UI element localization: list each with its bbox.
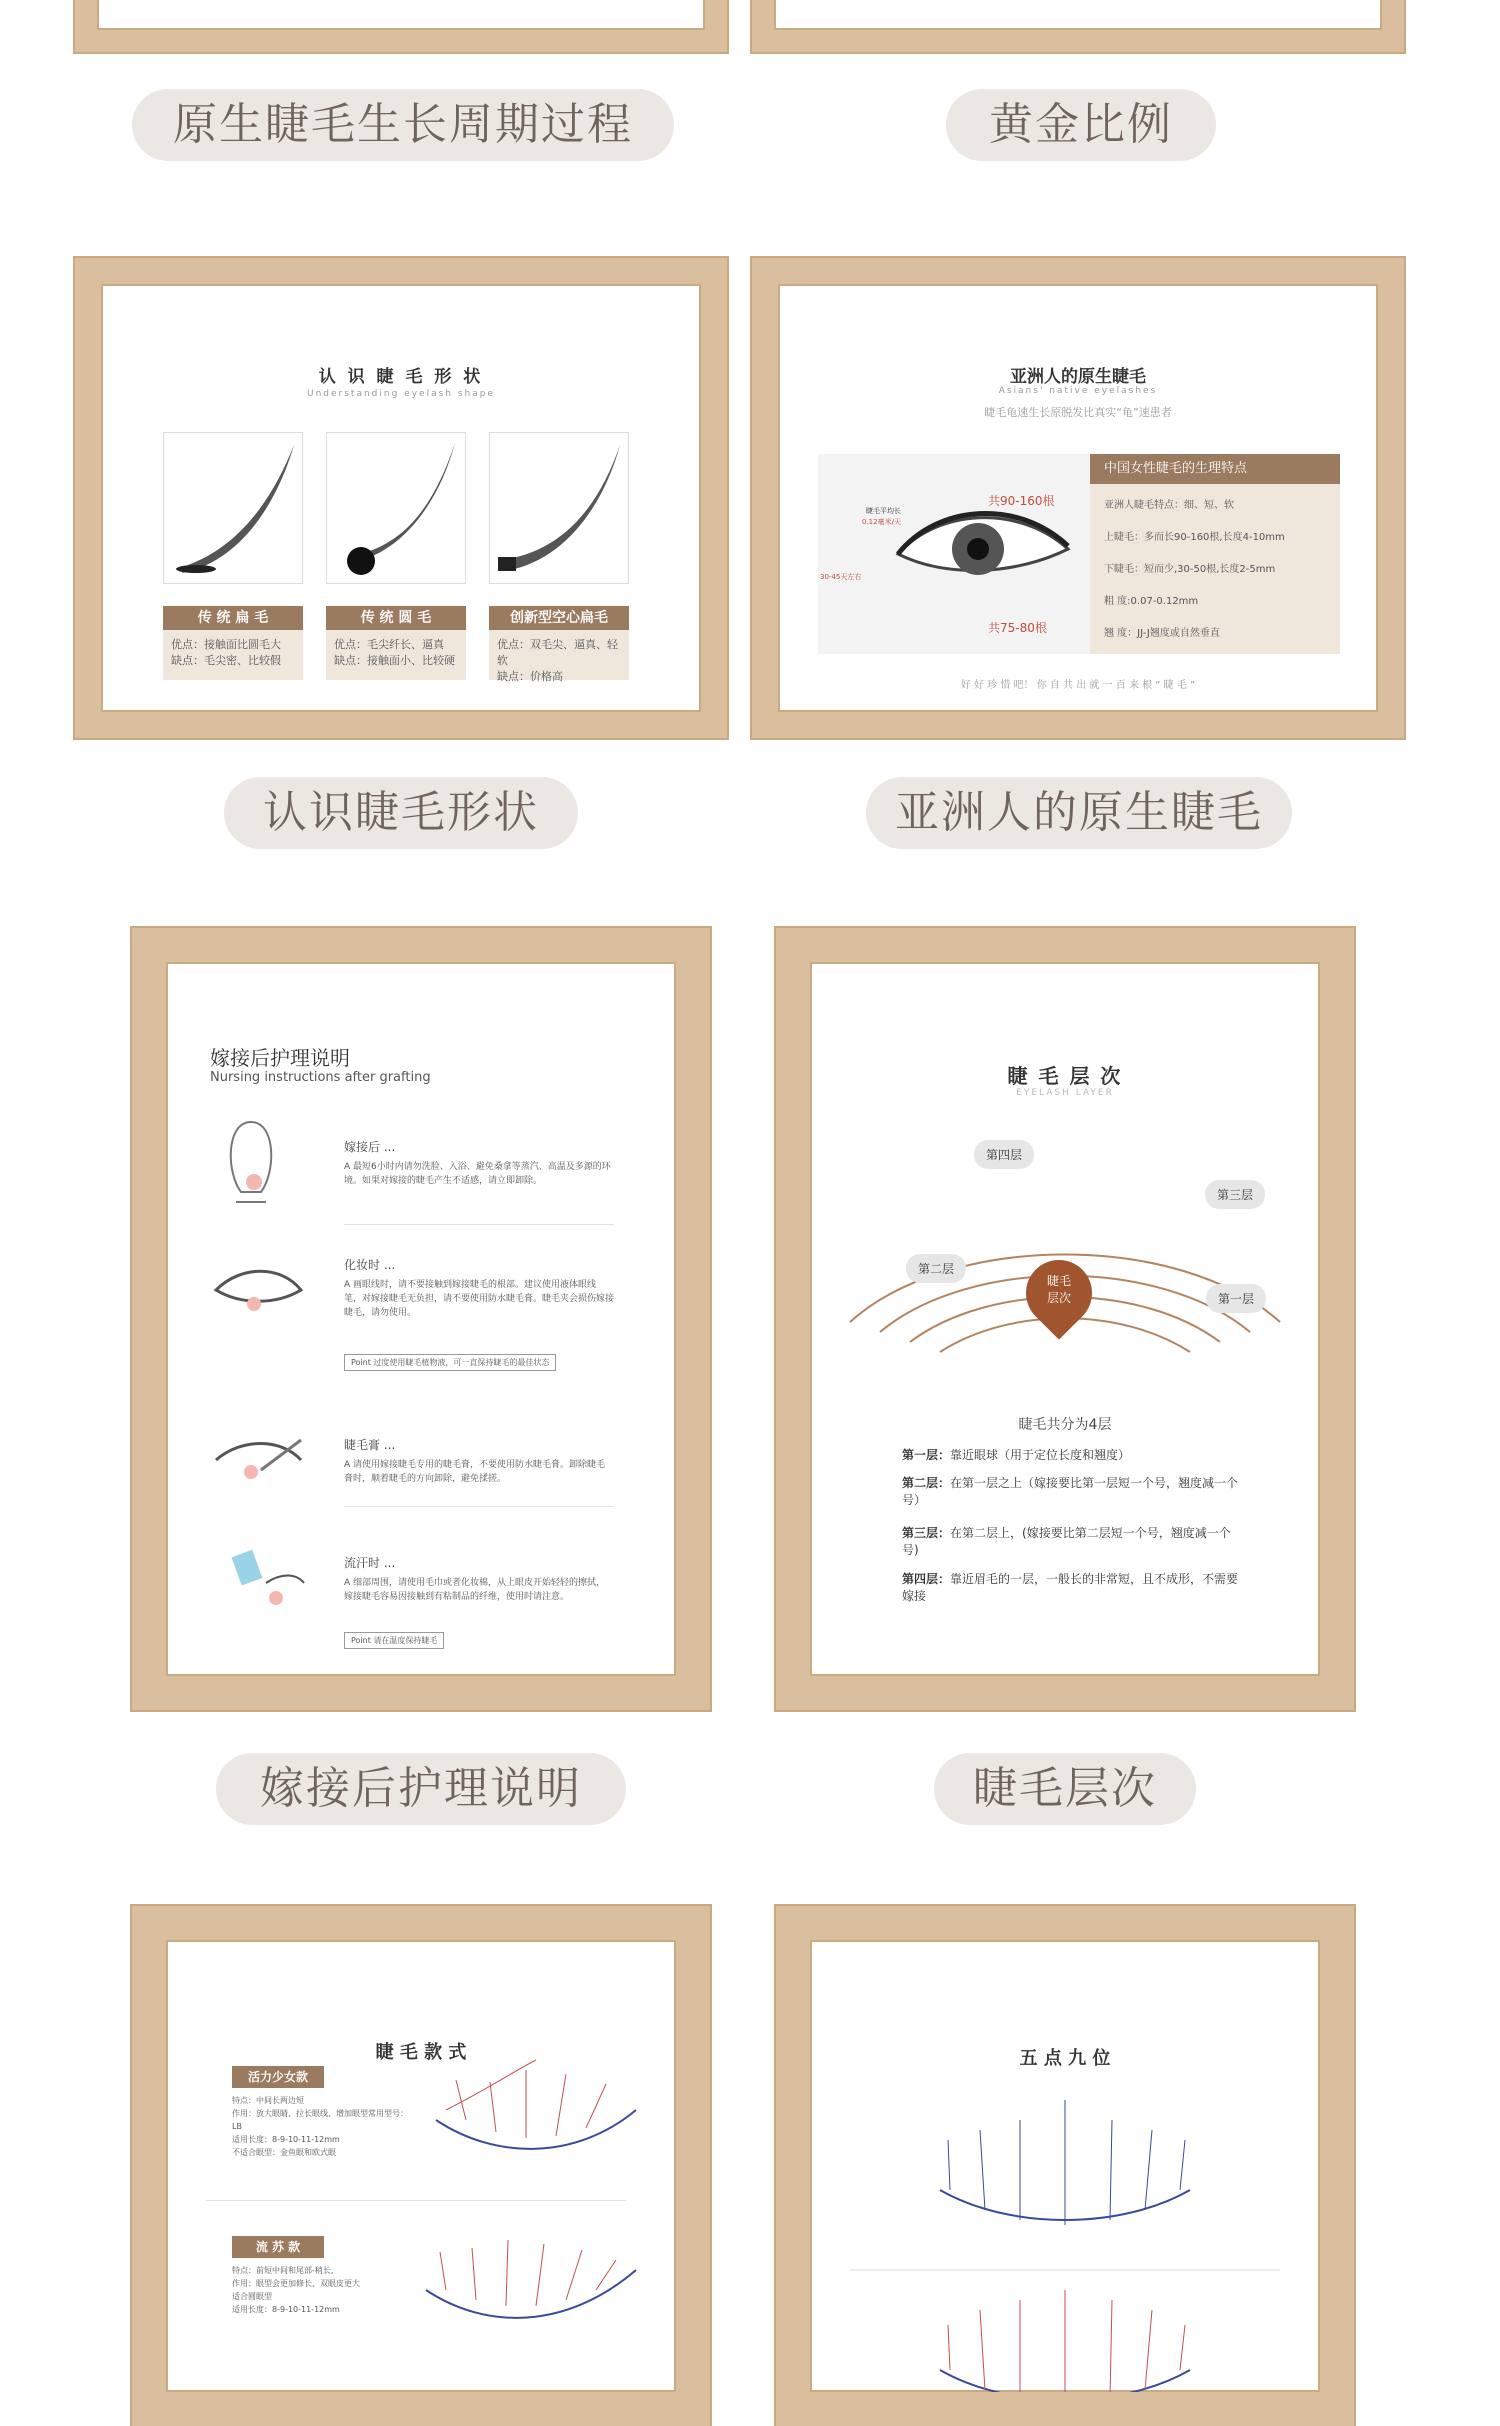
nursing-a: A 最短6小时内请勿洗脸、入浴、避免桑拿等蒸汽、高温及多源的环境。如果对嫁接的睫毛产生不适感，请立即卸除。 (344, 1162, 611, 1186)
style-line: 适用长度：8-9-10-11-12mm (232, 2305, 340, 2314)
layer-row (902, 1524, 1242, 1558)
style-line: 适用长度：8-9-10-11-12mm (232, 2135, 340, 2144)
caption-eyelash-shape: 认识睫毛形状 (224, 777, 578, 849)
layer-center-text: 睫毛 层次 (1046, 1274, 1071, 1305)
feature-item: 粗 度:0.07-0.12mm (1104, 596, 1199, 607)
styles-tag-2: 流 苏 款 (232, 2236, 324, 2258)
layer-summary: 睫毛共分为4层 (1018, 1417, 1112, 1433)
shape-card-cons: 缺点：接触面小、比较硬 (334, 654, 455, 667)
nursing-item (206, 1410, 646, 1514)
shape-card-cons: 缺点：价格高 (497, 670, 563, 683)
layer-row-key: 第二层： (902, 1476, 951, 1490)
features-panel (1090, 454, 1340, 654)
layer-title: 睫 毛 层 次 (1007, 1064, 1123, 1088)
frame-golden-ratio (752, 0, 1404, 52)
feature-item: 上睫毛：多而长90-160根,长度4-10mm (1104, 532, 1285, 543)
layer-row (902, 1570, 1242, 1604)
layer-row-key: 第一层： (902, 1448, 951, 1462)
nursing-q: 嫁接后 ... (344, 1140, 396, 1154)
fivepoint-title: 五 点 九 位 (1019, 2048, 1111, 2069)
style-line: 作用：放大眼睛、拉长眼线、增加眼型常用型号：LB (232, 2109, 408, 2131)
styles-tag-1: 活力少女款 (232, 2066, 324, 2088)
style-line: 特点：前短中间和尾部-稍长, (232, 2266, 334, 2275)
asian-subtitle: Asians' native eyelashes (998, 386, 1158, 396)
style-line: 作用：眼型会更加修长、双眼皮更大 (232, 2279, 360, 2288)
frame-eyelash-shape (75, 258, 727, 738)
caption-asian-lashes: 亚洲人的原生睫毛 (866, 777, 1292, 849)
feature-item: 亚洲人睫毛特点：细、短、软 (1104, 500, 1234, 511)
style-line: 不适合眼型：金鱼眼和欧式眼 (232, 2148, 336, 2157)
annot-left-3: 30-45天左右 (820, 573, 862, 581)
layer-label-4: 第四层 (974, 1140, 1034, 1169)
mascara-illustration-icon (206, 1410, 306, 1510)
style-line: 特点：中间长两边短 (232, 2096, 304, 2105)
frame-growth-cycle (75, 0, 727, 52)
layer-row (902, 1474, 1242, 1508)
caption-nursing: 嫁接后护理说明 (216, 1753, 626, 1825)
nursing-a: A 请使用嫁接睫毛专用的睫毛膏，不要使用防水睫毛膏。卸除睫毛膏时，顺着睫毛的方向卸除，避免揉搓。 (344, 1460, 606, 1484)
shape-title: 认 识 睫 毛 形 状 (318, 367, 484, 387)
feature-item: 翘 度：JJ-J翘度或自然垂直 (1104, 628, 1220, 639)
girl-illustration-icon (206, 1112, 296, 1222)
shape-card-pros: 优点：接触面比圆毛大 (171, 638, 281, 651)
styles-title: 睫 毛 款 式 (375, 2042, 467, 2063)
asian-subtitle-2: 睫毛龟速生长原脱发比真实“龟”速患者 (984, 406, 1172, 419)
frame-nursing (132, 928, 710, 1710)
frame-layer (776, 928, 1354, 1710)
layer-row-value: 在第一层之上（嫁接要比第一层短一个号，翘度减一个号） (902, 1476, 1239, 1507)
shape-card-label: 创新型空心扁毛 (489, 606, 629, 630)
caption-golden-ratio: 黄金比例 (946, 89, 1216, 161)
caption-growth-cycle: 原生睫毛生长周期过程 (132, 89, 674, 161)
nursing-item (206, 1528, 646, 1645)
shape-card-flat (163, 432, 303, 684)
flat-lash-icon (163, 432, 303, 584)
layer-row-value: 靠近眉毛的一层，一般长的非常短，且不成形，不需要嫁接 (902, 1572, 1239, 1603)
layer-row (902, 1446, 1242, 1463)
nursing-item (206, 1230, 646, 1367)
nursing-item (206, 1112, 646, 1226)
annot-left-2: 0.12毫米/天 (862, 518, 901, 526)
five-point-diagram (810, 2060, 1320, 2392)
eye-icon (818, 454, 1090, 654)
frame-five-point (776, 1906, 1354, 2426)
annot-upper-count: 共90-160根 (988, 494, 1055, 508)
shape-card-label: 传 统 圆 毛 (326, 606, 466, 630)
layer-subtitle: EYELASH LAYER (1016, 1088, 1114, 1098)
nursing-q: 流汗时 ... (344, 1556, 396, 1570)
nursing-point: Point 过度使用睫毛植物液，可一直保持睫毛的最佳状态 (344, 1354, 556, 1371)
nursing-title: 嫁接后护理说明 (210, 1046, 350, 1070)
styles-tag-2-lines (232, 2264, 412, 2316)
frame-asian-lashes (752, 258, 1404, 738)
annot-left-1: 睫毛平均长 (866, 507, 901, 515)
eye-image (818, 454, 1090, 654)
frame-styles (132, 1906, 710, 2426)
nursing-point: Point 请在温度保持睫毛 (344, 1632, 444, 1649)
shape-card-hollow (489, 432, 629, 684)
nursing-q: 化妆时 ... (344, 1258, 396, 1272)
shape-card-cons: 缺点：毛尖密、比较假 (171, 654, 281, 667)
nursing-a: A 画眼线时，请不要接触到嫁接睫毛的根部。建议使用液体眼线笔，对嫁接睫毛无负担，请不要使用防水睫毛膏。睫毛夹会损伤嫁接睫毛，请勿使用。 (344, 1280, 615, 1318)
style-line: 适合圆眼型 (232, 2292, 272, 2301)
features-title: 中国女性睫毛的生理特点 (1090, 454, 1340, 484)
shape-card-label: 传 统 扁 毛 (163, 606, 303, 630)
feature-item: 下睫毛：短而少,30-50根,长度2-5mm (1104, 564, 1276, 575)
style-diagram-1 (426, 2050, 646, 2180)
layer-label-1: 第一层 (1206, 1284, 1266, 1313)
layer-row-value: 靠近眼球（用于定位长度和翘度） (950, 1448, 1131, 1462)
shape-card-pros: 优点：毛尖纤长、逼真 (334, 638, 444, 651)
layer-row-key: 第三层： (902, 1526, 951, 1540)
asian-footer: 好 好 珍 惜 吧！ 你 自 共 出 就 一 百 来 根 “ 睫 毛 ” (960, 680, 1196, 691)
annot-lower-count: 共75-80根 (988, 621, 1047, 635)
layer-label-2: 第二层 (906, 1254, 966, 1283)
nursing-subtitle: Nursing instructions after grafting (210, 1070, 431, 1085)
shape-card-round (326, 432, 466, 684)
asian-title: 亚洲人的原生睫毛 (1010, 367, 1146, 387)
layer-label-3: 第三层 (1205, 1180, 1265, 1209)
shape-card-pros: 优点：双毛尖、逼真、轻软 (497, 638, 618, 667)
wipe-illustration-icon (206, 1528, 306, 1628)
round-lash-icon (326, 432, 466, 584)
nursing-a: A 细部周围，请使用毛巾或者化妆棉，从上眼皮开始轻轻的擦拭，嫁接睫毛容易因接触到有粘制品的纤维，使用时请注意。 (344, 1578, 606, 1602)
caption-layer: 睫毛层次 (934, 1753, 1196, 1825)
hollow-lash-icon (489, 432, 629, 584)
eye-makeup-illustration-icon (206, 1230, 306, 1340)
layer-row-key: 第四层： (902, 1572, 951, 1586)
style-diagram-2 (416, 2220, 646, 2340)
shape-subtitle: Understanding eyelash shape (307, 389, 495, 399)
styles-tag-1-lines (232, 2094, 412, 2159)
layer-row-value: 在第二层上，(嫁接要比第二层短一个号，翘度减一个号) (902, 1526, 1231, 1557)
nursing-q: 睫毛膏 ... (344, 1438, 396, 1452)
